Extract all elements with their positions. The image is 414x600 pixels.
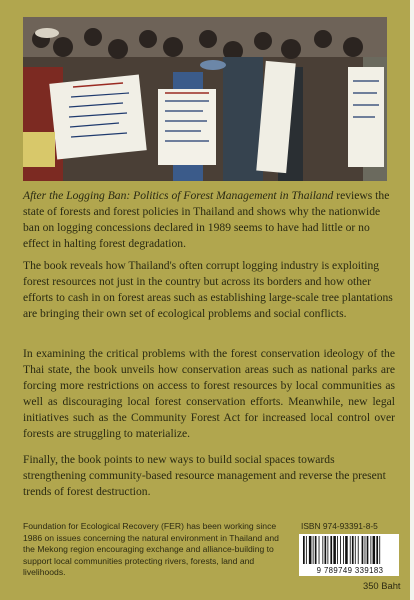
barcode-bar	[337, 536, 338, 564]
barcode-bar	[352, 536, 354, 564]
barcode-bar	[343, 536, 344, 564]
protest-photo	[23, 17, 387, 181]
barcode-bar	[333, 536, 336, 564]
barcode-bar	[376, 536, 378, 564]
publisher-blurb: Foundation for Ecological Recovery (FER) has been working since 1986 on issues concerning the natural environment in Thailand and the Mekong region encouraging exchange and alliance-building to support local communities protecting rivers, forests, land and livelihoods.	[23, 521, 279, 578]
barcode-bar	[367, 536, 369, 564]
barcode-bar	[358, 536, 359, 564]
isbn-label: ISBN 974-93391-8-5	[301, 521, 378, 531]
protest-photo-illustration	[23, 17, 387, 181]
barcode-bar	[370, 536, 371, 564]
barcode-bar	[319, 536, 320, 564]
barcode-bar	[327, 536, 328, 564]
barcode-bar	[313, 536, 314, 564]
barcode-bar	[315, 536, 317, 564]
page-edge	[410, 0, 414, 600]
barcode-bar	[340, 536, 341, 564]
barcode-number: 9 789749 339183	[316, 566, 384, 575]
barcode-bar	[362, 536, 364, 564]
barcode-bar	[345, 536, 348, 564]
barcode-bar	[303, 536, 305, 564]
barcode-bar	[309, 536, 312, 564]
barcode-bar	[306, 536, 307, 564]
paragraph-intro	[23, 188, 395, 252]
barcode-bar	[330, 536, 332, 564]
barcode-bars	[299, 534, 399, 566]
barcode-bar	[373, 536, 376, 564]
price-label: 350 Baht	[363, 580, 401, 591]
paragraph-conclusion: Finally, the book points to new ways to build social spaces towards strengthening community-based resource management and reverse the present trends of forest destruction.	[23, 453, 386, 498]
paragraph-logging-industry: The book reveals how Thailand's often corrupt logging industry is exploiting forest resources not just in the country but across its borders and how other efforts to cash in on forest areas such as establishing large-scale tree plantations are bringing their own set of ecological problems and social conflicts.	[23, 259, 393, 320]
barcode-bar	[350, 536, 351, 564]
paragraph-intro-text: reviews the state of forests and forest policies in Thailand and shows why the nationwide ban on logging concessions declared in 1989 seems to have had little or no effect in halting forest degradation.	[23, 189, 390, 250]
barcode-bar	[355, 536, 356, 564]
barcode-bar	[379, 536, 380, 564]
paragraph-conservation: In examining the critical problems with the forest conservation ideology of the Thai state, the book unveils how conservation areas such as national parks are forcing more restrictions on access to forest resources by local communities as well as discouraging local forest conservation efforts. Meanwhile, new legal initiatives such as the Community Forest Act for increased local control over forests are struggling to materialize.	[23, 347, 395, 440]
barcode-bar	[325, 536, 327, 564]
barcode-bar	[322, 536, 323, 564]
barcode-bar	[365, 536, 366, 564]
book-title-italic: After the Logging Ban: Politics of Forest Management in Thailand	[23, 189, 334, 202]
